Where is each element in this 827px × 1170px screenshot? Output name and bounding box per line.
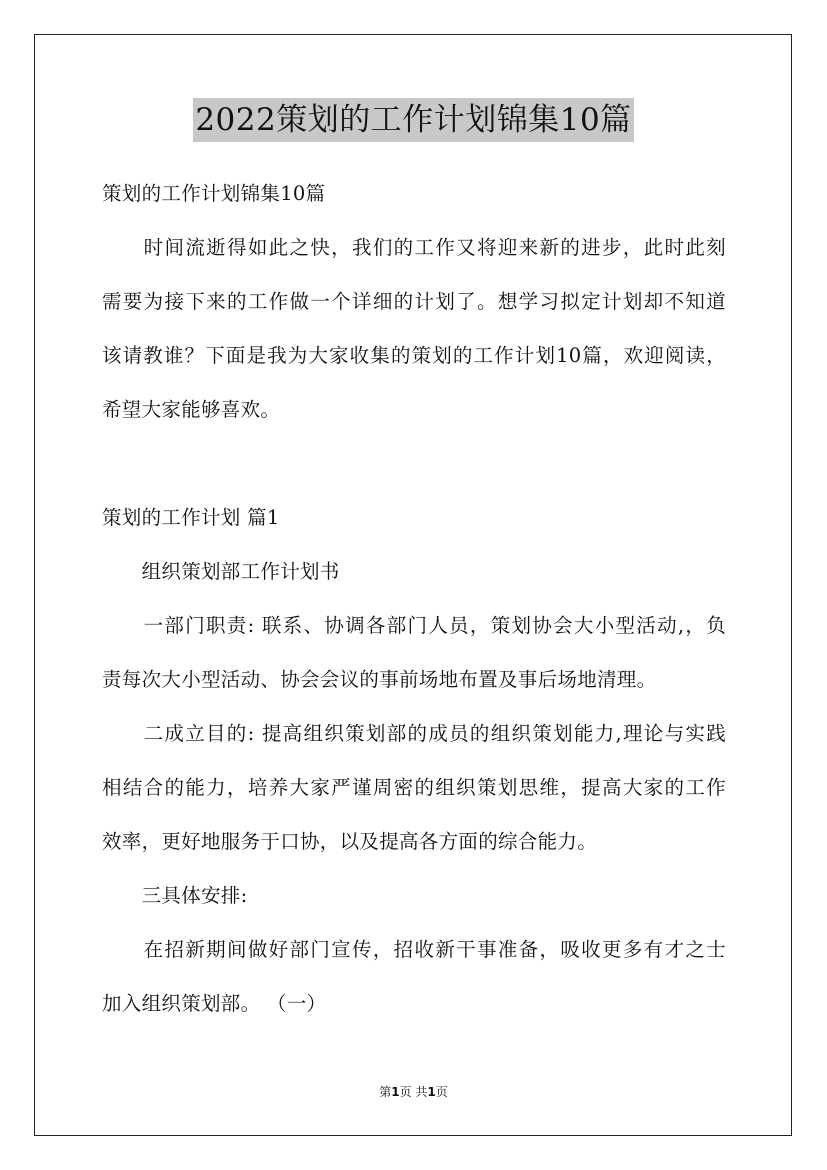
body-line-5: 相结合的能力，培养大家严谨周密的组织策划思维，提高大家的工作	[102, 776, 726, 799]
body-line-3: 责每次大小型活动、协会会议的事前场地布置及事后场地清理。	[102, 668, 657, 691]
intro-line-3: 该请教谁？下面是我为大家收集的策划的工作计划10篇，欢迎阅读，	[102, 344, 726, 367]
footer-page-total: 1	[427, 1085, 436, 1099]
body-line-1: 组织策划部工作计划书	[102, 560, 340, 583]
footer-page-prefix: 第	[379, 1085, 392, 1099]
footer-page-mid: 页 共	[399, 1085, 428, 1099]
body-line-9: 加入组织策划部。 （一）	[102, 992, 327, 1015]
intro-line-2: 需要为接下来的工作做一个详细的计划了。想学习拟定计划却不知道	[102, 290, 726, 313]
section-heading: 策划的工作计划 篇1	[102, 506, 280, 529]
title-container	[0, 98, 827, 142]
document-subtitle: 策划的工作计划锦集10篇	[102, 182, 326, 205]
page-footer	[0, 1084, 827, 1100]
document-title: 2022策划的工作计划锦集10篇	[193, 98, 633, 142]
body-line-4: 二成立目的: 提高组织策划部的成员的组织策划能力,理论与实践	[102, 722, 726, 745]
body-line-8: 在招新期间做好部门宣传，招收新干事准备，吸收更多有才之士	[102, 938, 726, 961]
body-line-6: 效率，更好地服务于口协，以及提高各方面的综合能力。	[102, 830, 598, 853]
body-line-2: 一部门职责: 联系、协调各部门人员，策划协会大小型活动,，负	[102, 614, 726, 637]
footer-page-current: 1	[391, 1085, 400, 1099]
body-line-7: 三具体安排:	[102, 884, 248, 907]
intro-line-4: 希望大家能够喜欢。	[102, 398, 281, 421]
intro-line-1: 时间流逝得如此之快，我们的工作又将迎来新的进步，此时此刻	[102, 236, 726, 259]
footer-page-suffix: 页	[435, 1085, 448, 1099]
